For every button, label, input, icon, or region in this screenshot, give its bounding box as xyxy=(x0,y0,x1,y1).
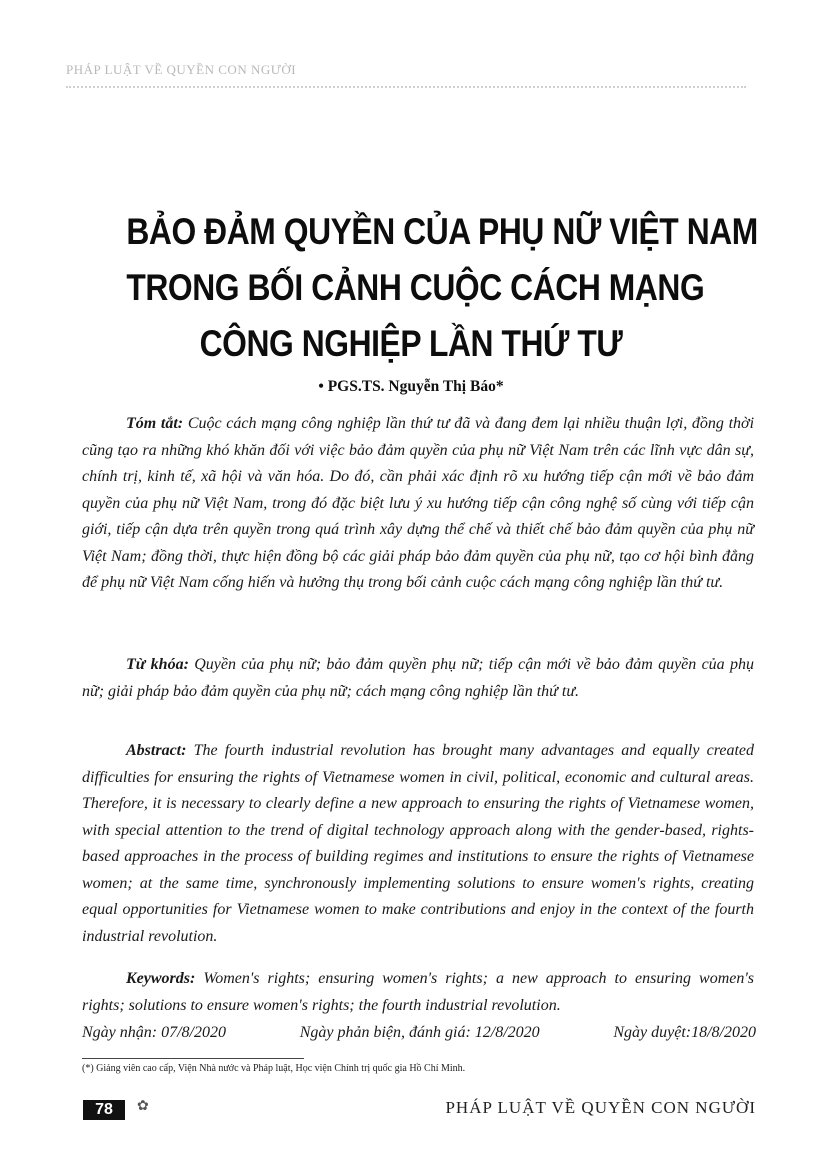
header-divider xyxy=(66,86,746,88)
author-footnote: (*) Giảng viên cao cấp, Viện Nhà nước và Pháp luật, Học viện Chính trị quốc gia Hồ Chí Minh. xyxy=(82,1063,466,1074)
footnote-divider xyxy=(82,1058,304,1059)
article-title xyxy=(126,204,758,372)
summary-text: Cuộc cách mạng công nghiệp lần thứ tư đã và đang đem lại nhiều thuận lợi, đồng thời cũng tạo ra những khó khăn đối với việc bảo đảm quyền của phụ nữ Việt Nam trên các lĩnh vực dân sự, chính trị, kinh tế, xã hội và văn hóa. Do đó, cần phải xác định rõ xu hướng tiếp cận mới về bảo đảm quyền của phụ nữ Việt Nam, trong đó đặc biệt lưu ý xu hướng tiếp cận công nghệ số cùng với tiếp cận giới, tiếp cận dựa trên quyền trong quá trình xây dựng thể chế và thiết chế bảo đảm quyền của phụ nữ Việt Nam; đồng thời, thực hiện đồng bộ các giải pháp bảo đảm quyền của phụ nữ, tạo cơ hội bình đẳng để phụ nữ Việt Nam cống hiến và hưởng thụ trong bối cảnh cuộc cách mạng công nghiệp lần thứ tư. xyxy=(82,415,755,591)
title-line: TRONG BỐI CẢNH CUỘC CÁCH MẠNG xyxy=(126,267,705,308)
title-line: CÔNG NGHIỆP LẦN THỨ TƯ xyxy=(199,323,623,364)
decorative-ornament-icon: ✿ xyxy=(137,1099,149,1114)
date-received: Ngày nhận: 07/8/2020 xyxy=(82,1024,226,1041)
vietnamese-summary xyxy=(82,411,754,597)
date-approved: Ngày duyệt:18/8/2020 xyxy=(613,1024,756,1041)
summary-label: Tóm tắt: xyxy=(126,415,184,432)
en-keywords-label: Keywords: xyxy=(126,970,196,987)
running-header: PHÁP LUẬT VỀ QUYỀN CON NGƯỜI xyxy=(66,62,297,77)
vietnamese-keywords xyxy=(82,652,754,705)
article-dates xyxy=(82,1024,756,1042)
english-abstract xyxy=(82,738,754,950)
title-line: BẢO ĐẢM QUYỀN CỦA PHỤ NỮ VIỆT NAM xyxy=(126,211,758,252)
date-reviewed: Ngày phản biện, đánh giá: 12/8/2020 xyxy=(299,1024,540,1041)
page-number: 78 xyxy=(83,1100,125,1120)
running-footer: PHÁP LUẬT VỀ QUYỀN CON NGƯỜI xyxy=(445,1098,756,1117)
author-byline: • PGS.TS. Nguyễn Thị Báo* xyxy=(318,378,504,395)
abstract-text: The fourth industrial revolution has brought many advantages and equally created difficulties for ensuring the rights of Vietnamese women in civil, political, economic and cultural areas. Therefore, it is necessary to clearly define a new approach to ensuring the rights of Vietnamese women, with special attention to the trend of digital technology approach along with the gender-based, rights-based approaches in the process of building regimes and institutions to ensure the rights of Vietnamese women; at the same time, synchronously implementing solutions to ensure women's rights, creating equal opportunities for Vietnamese women to make contributions and enjoy in the context of the fourth industrial revolution. xyxy=(82,742,754,945)
en-keywords-text: Women's rights; ensuring women's rights; a new approach to ensuring women's rights; solutions to ensure women's rights; the fourth industrial revolution. xyxy=(82,970,754,1014)
english-keywords xyxy=(82,966,754,1019)
vn-keywords-label: Từ khóa: xyxy=(126,656,189,673)
vn-keywords-text: Quyền của phụ nữ; bảo đảm quyền phụ nữ; tiếp cận mới về bảo đảm quyền của phụ nữ; giải pháp bảo đảm quyền của phụ nữ; cách mạng công nghiệp lần thứ tư. xyxy=(82,656,754,700)
abstract-label: Abstract: xyxy=(126,742,187,759)
